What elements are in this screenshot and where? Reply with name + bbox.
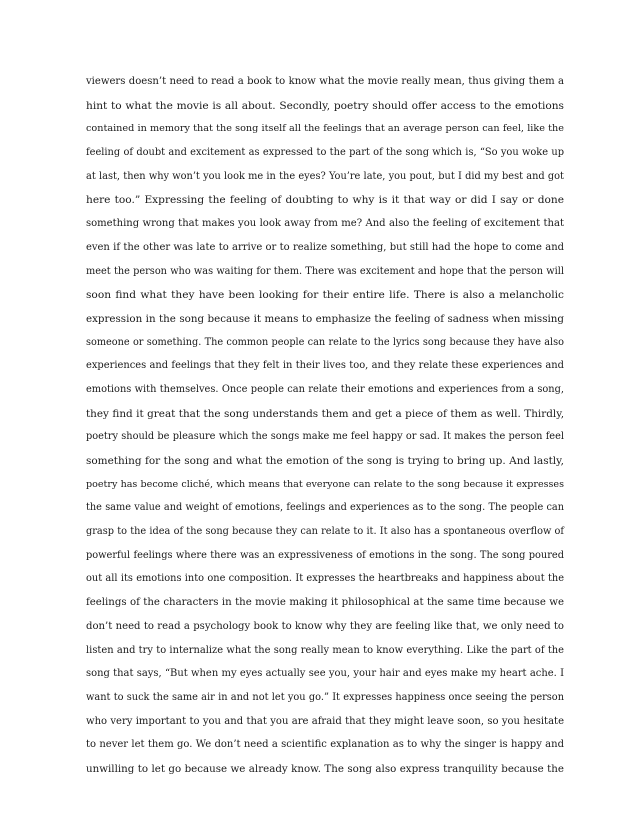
text-line: don’t need to read a psychology book to know why they are feeling like that, we only need to <box>86 620 564 632</box>
text-line: feeling of doubt and excitement as expressed to the part of the song which is, “So you woke up <box>86 147 564 159</box>
text-line: hint to what the movie is all about. Secondly, poetry should offer access to the emotions <box>86 99 564 112</box>
text-line: at last, then why won’t you look me in the eyes? You’re late, you pout, but I did my best and got <box>86 170 564 182</box>
text-line: contained in memory that the song itself all the feelings that an average person can feel, like the <box>86 123 564 135</box>
text-line: even if the other was late to arrive or to realize something, but still had the hope to come and <box>86 241 564 253</box>
text-line: experiences and feelings that they felt in their lives too, and they relate these experiences and <box>86 360 564 372</box>
text-line: poetry should be pleasure which the songs make me feel happy or sad. It makes the person feel <box>86 431 564 443</box>
text-line: song that says, “But when my eyes actually see you, your hair and eyes make my heart ache. I <box>86 668 564 680</box>
text-line: want to suck the same air in and not let you go.” It expresses happiness once seeing the person <box>86 691 564 703</box>
text-line: the same value and weight of emotions, feelings and experiences as to the song. The people can <box>86 502 564 514</box>
text-line: to never let them go. We don’t need a scientific explanation as to why the singer is happy and <box>86 739 564 751</box>
text-line: listen and try to internalize what the song really mean to know everything. Like the part of the <box>86 644 564 656</box>
text-line: soon find what they have been looking for their entire life. There is also a melancholic <box>86 289 564 302</box>
text-line: unwilling to let go because we already know. The song also express tranquility because the <box>86 762 564 775</box>
text-line: something wrong that makes you look away from me? And also the feeling of excitement that <box>86 218 564 230</box>
text-line: viewers doesn’t need to read a book to know what the movie really mean, thus giving them a <box>86 76 564 87</box>
text-line: who very important to you and that you are afraid that they might leave soon, so you hesitate <box>86 715 564 727</box>
text-line: emotions with themselves. Once people can relate their emotions and experiences from a song, <box>86 383 564 395</box>
text-line: feelings of the characters in the movie making it philosophical at the same time because we <box>86 597 564 609</box>
text-line: poetry has become cliché, which means that everyone can relate to the song because it expresses <box>86 478 564 490</box>
text-line: expression in the song because it means to emphasize the feeling of sadness when missing <box>86 312 564 325</box>
text-line: grasp to the idea of the song because they can relate to it. It also has a spontaneous overflow of <box>86 526 564 538</box>
body-text <box>86 74 564 785</box>
text-line: they find it great that the song understands them and get a piece of them as well. Thirdly, <box>86 407 564 420</box>
text-line: meet the person who was waiting for them. There was excitement and hope that the person will <box>86 265 564 277</box>
text-line: here too.” Expressing the feeling of doubting to why is it that way or did I say or done <box>86 194 564 207</box>
text-line: powerful feelings where there was an expressiveness of emotions in the song. The song poured <box>86 549 564 561</box>
text-line: something for the song and what the emotion of the song is trying to bring up. And lastly, <box>86 455 564 467</box>
text-line: someone or something. The common people can relate to the lyrics song because they have also <box>86 336 564 348</box>
text-line: out all its emotions into one composition. It expresses the heartbreaks and happiness about the <box>86 573 564 585</box>
